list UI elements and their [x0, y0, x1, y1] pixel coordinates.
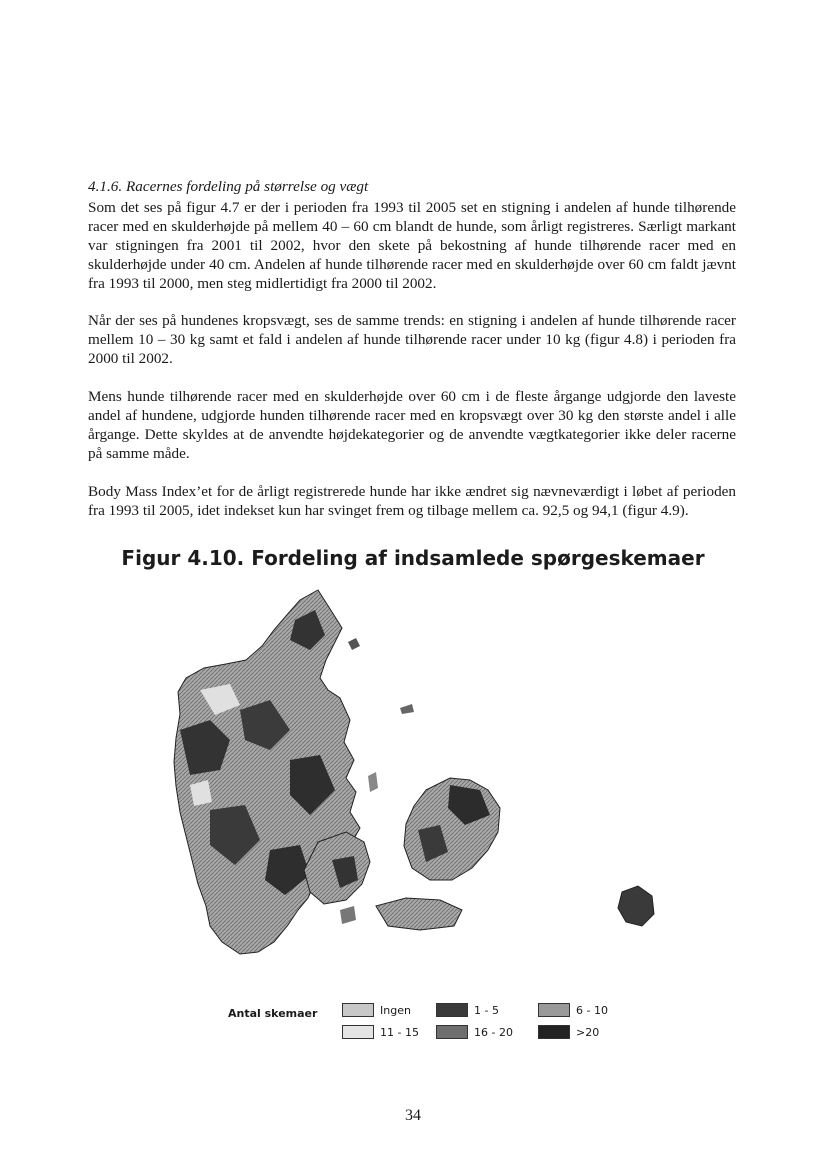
legend-swatch — [538, 1025, 570, 1039]
body-paragraph-2: Når der ses på hundenes kropsvægt, ses de samme trends: en stigning i andelen af hunde tilhørende racer mellem 10 – 30 kg samt et fald i andelen af hunde tilhørende racer under 10 kg (figur 4.8) i perioden fra 2000 til 2002. — [88, 312, 736, 367]
legend-item-1-5 — [436, 1003, 499, 1017]
legend-label: 6 - 10 — [576, 1003, 608, 1017]
page-number: 34 — [405, 1107, 421, 1124]
legend-swatch — [436, 1025, 468, 1039]
legend-item-over-20 — [538, 1025, 599, 1039]
body-paragraph-3: Mens hunde tilhørende racer med en skulderhøjde over 60 cm i de fleste årgange udgjorde den laveste andel af hundene, udgjorde hunden tilhørende racer med en kropsvægt over 30 kg den største andel i alle årgange. Dette skyldes at de anvendte højdekategorier og de anvendte vægtkategorier ikke deler racerne på samme måde. — [88, 388, 736, 462]
legend-item-16-20 — [436, 1025, 513, 1039]
figure-title: Figur 4.10. Fordeling af indsamlede spørgeskemaer — [121, 546, 705, 570]
legend-label: Ingen — [380, 1003, 411, 1017]
legend-label: 16 - 20 — [474, 1025, 513, 1039]
denmark-map — [150, 580, 670, 980]
legend-label: >20 — [576, 1025, 600, 1039]
legend-title: Antal skemaer — [228, 1007, 318, 1020]
legend-label: 11 - 15 — [380, 1025, 419, 1039]
legend-swatch — [538, 1003, 570, 1017]
legend-item-11-15 — [342, 1025, 419, 1039]
legend-item-ingen — [342, 1003, 411, 1017]
region-bornholm — [618, 886, 654, 926]
legend-swatch — [342, 1003, 374, 1017]
body-paragraph-1: Som det ses på figur 4.7 er der i perioden fra 1993 til 2005 set en stigning i andelen af hunde tilhørende racer med en skulderhøjde på mellem 40 – 60 cm blandt de hunde, som årligt registreres. Særligt markant var stigningen fra 2001 til 2002, hvor den skete på bekostning af hunde tilhørende racer med en skulderhøjde under 40 cm. Andelen af hunde tilhørende racer med en skulderhøjde over 60 cm faldt jævnt fra 1993 til 2000, men steg midlertidigt fra 2000 til 2002. — [88, 199, 736, 292]
region-lolland-falster — [376, 898, 462, 930]
legend-item-6-10 — [538, 1003, 608, 1017]
legend-swatch — [342, 1025, 374, 1039]
body-paragraph-4: Body Mass Index’et for de årligt registrerede hunde har ikke ændret sig nævneværdigt i løbet af perioden fra 1993 til 2005, idet indekset kun har svinget frem og tilbage mellem ca. 92,5 og 94,1 (figur 4.9). — [88, 483, 736, 519]
legend-swatch — [436, 1003, 468, 1017]
island-laeso — [400, 704, 414, 714]
legend-label: 1 - 5 — [474, 1003, 499, 1017]
island-samso — [368, 772, 378, 792]
island-anholt — [348, 638, 360, 650]
section-heading: 4.1.6. Racernes fordeling på størrelse og vægt — [88, 178, 369, 195]
island-als — [340, 906, 356, 924]
